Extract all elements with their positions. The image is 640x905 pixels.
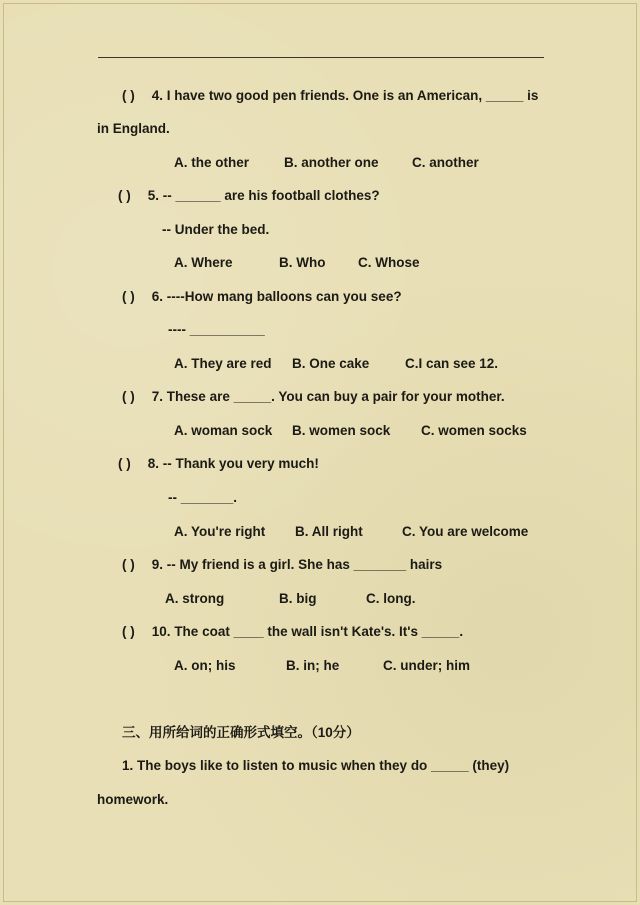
question-number: 5. [147, 188, 160, 203]
question-text: I have two good pen friends. One is an American, _____ is [166, 88, 539, 103]
option-a: A. They are red [174, 356, 272, 371]
question-text: The coat ____ the wall isn't Kate's. It's _____. [174, 624, 464, 639]
section-3-question-1: 1. The boys like to listen to music when they do _____ (they) [122, 758, 510, 773]
option-a: A. woman sock [174, 423, 273, 438]
question-text: -- Thank you very much! [162, 456, 319, 471]
option-a: A. You're right [174, 524, 266, 539]
option-b: B. another one [284, 155, 379, 170]
question-text: -- ______ are his football clothes? [162, 188, 380, 203]
option-c: C. under; him [383, 658, 470, 673]
option-b: B. big [279, 591, 317, 606]
question-continuation: -- _______. [168, 490, 238, 505]
question-number: 10. [151, 624, 171, 639]
option-b: B. All right [295, 524, 363, 539]
question-text: These are _____. You can buy a pair for your mother. [166, 389, 505, 404]
question-10 [122, 624, 463, 640]
answer-blank[interactable]: ( ) [122, 389, 135, 404]
question-number: 8. [147, 456, 160, 471]
question-6 [122, 289, 402, 305]
answer-blank[interactable]: ( ) [118, 456, 131, 471]
option-c: C. You are welcome [402, 524, 529, 539]
question-continuation: ---- __________ [168, 322, 265, 337]
answer-blank[interactable]: ( ) [122, 557, 135, 572]
question-continuation: in England. [97, 121, 170, 136]
option-a: A. on; his [174, 658, 236, 673]
question-continuation: -- Under the bed. [162, 222, 270, 237]
question-text: ----How mang balloons can you see? [166, 289, 402, 304]
option-b: B. Who [279, 255, 326, 270]
option-a: A. strong [165, 591, 225, 606]
option-c: C. long. [366, 591, 416, 606]
question-7 [122, 389, 505, 405]
answer-blank[interactable]: ( ) [122, 624, 135, 639]
question-number: 4. [151, 88, 164, 103]
header-rule [98, 57, 544, 58]
question-9 [122, 557, 442, 573]
question-number: 7. [151, 389, 164, 404]
option-b: B. women sock [292, 423, 391, 438]
answer-blank[interactable]: ( ) [122, 289, 135, 304]
question-number: 9. [151, 557, 164, 572]
section-3-title: 三、用所给词的正确形式填空。（10分） [122, 725, 360, 740]
option-b: B. in; he [286, 658, 340, 673]
option-a: A. the other [174, 155, 250, 170]
option-c: C. another [412, 155, 479, 170]
section-3-question-1-continuation: homework. [97, 792, 169, 807]
option-c: C.I can see 12. [405, 356, 499, 371]
answer-blank[interactable]: ( ) [118, 188, 131, 203]
option-c: C. Whose [358, 255, 420, 270]
question-8 [118, 456, 319, 472]
option-a: A. Where [174, 255, 233, 270]
question-4 [122, 88, 538, 104]
option-b: B. One cake [292, 356, 370, 371]
question-number: 6. [151, 289, 164, 304]
option-c: C. women socks [421, 423, 527, 438]
answer-blank[interactable]: ( ) [122, 88, 135, 103]
question-text: -- My friend is a girl. She has _______ hairs [166, 557, 443, 572]
question-5 [118, 188, 380, 204]
